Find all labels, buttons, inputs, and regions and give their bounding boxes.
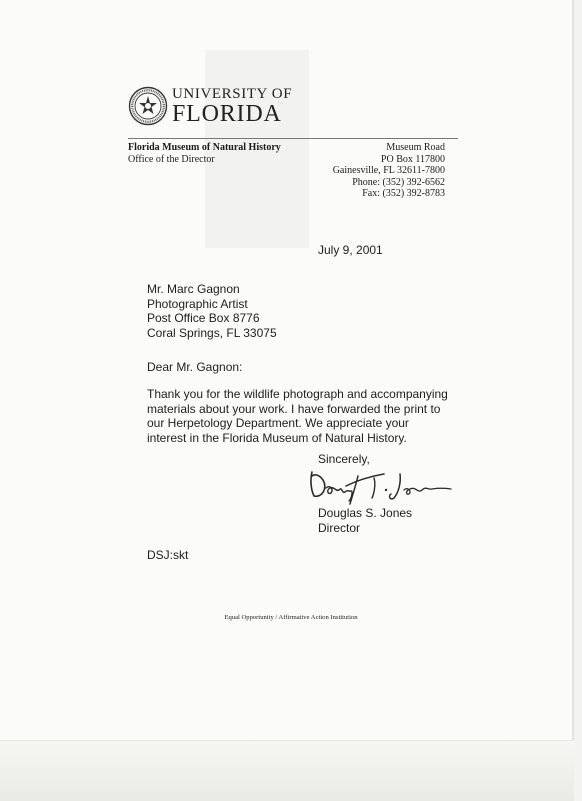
recipient-address-line2: Coral Springs, FL 33075 [147, 325, 277, 340]
address-fax: Fax: (352) 392-8783 [362, 188, 445, 200]
university-line1: UNIVERSITY OF [172, 86, 293, 102]
address-phone: Phone: (352) 392-6562 [352, 176, 445, 188]
department-name: Florida Museum of Natural History [128, 142, 281, 153]
closing: Sincerely, [318, 452, 370, 466]
recipient-name: Mr. Marc Gagnon [147, 282, 240, 296]
letterhead-divider [128, 138, 458, 139]
salutation: Dear Mr. Gagnon: [147, 360, 243, 374]
handwritten-signature [306, 466, 454, 506]
body-line: Thank you for the wildlife photograph and accompanying [147, 387, 448, 401]
recipient-address-line1: Post Office Box 8776 [147, 311, 260, 326]
body-line: our Herpetology Department. We appreciate your [147, 416, 409, 431]
body-line: interest in the Florida Museum of Natural History. [147, 430, 407, 445]
body-line: materials about your work. I have forwarded the print to [147, 401, 441, 416]
university-line2: FLORIDA [172, 101, 282, 127]
scan-bottom-edge [0, 740, 574, 801]
recipient-title: Photographic Artist [147, 296, 248, 311]
signer-name: Douglas S. Jones [318, 506, 413, 520]
university-logo [128, 86, 298, 134]
address-city: Gainesville, FL 32611-7800 [332, 165, 445, 177]
footer-statement: Equal Opportunity / Affirmative Action Institution [224, 614, 358, 621]
sender-address [333, 142, 445, 200]
university-seal-icon [128, 86, 168, 126]
address-po-box: PO Box 117800 [380, 153, 445, 165]
letter-body [147, 387, 448, 445]
office-name: Office of the Director [128, 154, 215, 165]
address-street: Museum Road [386, 142, 445, 153]
university-wordmark [172, 86, 292, 126]
signer-title: Director [318, 520, 361, 535]
signer-block [318, 506, 412, 535]
letter-date: July 9, 2001 [318, 243, 383, 257]
reference-initials: DSJ:skt [147, 548, 189, 562]
recipient-block [147, 282, 277, 340]
